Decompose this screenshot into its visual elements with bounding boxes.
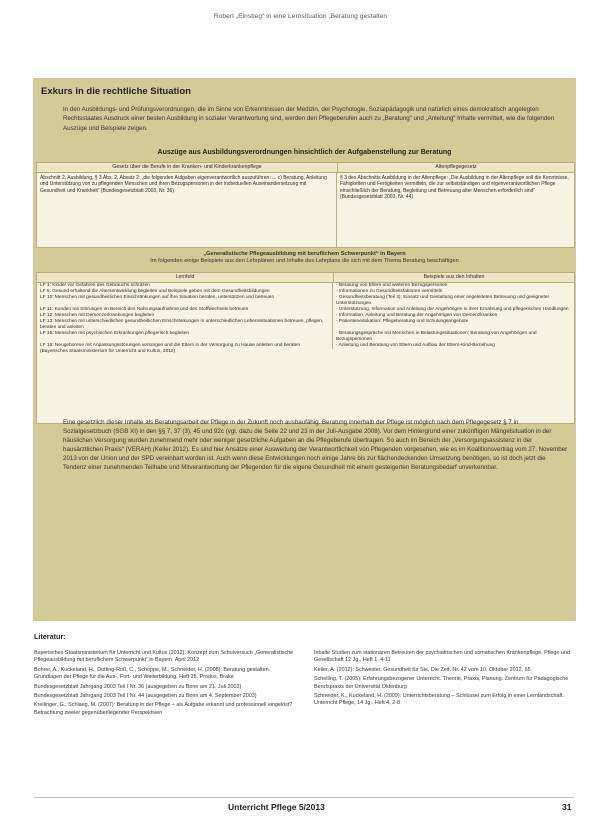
table1-title: Auszüge aus Ausbildungsverordnungen hinsichtlich der Aufgabenstellung zur Beratung <box>157 149 452 156</box>
literature-entry: Bayerisches Staatsministerium für Unterricht und Kultus (2012): Konzept zum Schulversuch „Generalistische Pflegeausbildung mit beruflichem Schwerpunkt“ in Bayern. April 2012 <box>34 650 294 664</box>
lernfeld-cell: LF 15: Menschen mit psychischen Erkrankungen pflegerisch begleiten <box>37 331 333 343</box>
table2-heading <box>33 251 576 265</box>
page-number: 31 <box>562 802 572 812</box>
inhalt-cell: · Information, Anleitung und Beratung der Angehörigen von Demenzkranken <box>336 313 498 318</box>
literature-entry: Bundesgesetzblatt Jahrgang 2003 Teil I Nr. 36 (ausgegeben zu Bonn am 21. Juli 2003) <box>34 683 242 690</box>
lernfeld-cell: LF 1: Kinder vor Gefahren des Gebrauchs schützen <box>37 283 333 289</box>
lernfeld-cell: LF 12: Menschen mit Demenzerkrankungen begleiten <box>37 313 333 319</box>
table-row <box>37 319 574 331</box>
table1-cell-right: § 3 des Abschnitts Ausbildung in der Altenpflege: „Die Ausbildung in der Altenpflege soll die Kenntnisse, Fähigkeiten und Fertigkeiten vermitteln, die zur selbstständigen und eigenverantwortlichen Pflege einschließlich der Beratung, Begleitung und Betreuung alter Menschen erforderlich sind“ (Bundesgesetzblatt 2003, Nr. 44) <box>340 175 569 201</box>
literature-entry: Schneider, K., Kuckeland, H. (2009): Unterrichtsberatung – Schlüssel zum Erfolg in einer Lernlandschaft. Unterricht Pflege, 14 Jg., Heft 4, 2-8 <box>314 693 564 707</box>
literature-right-column <box>314 650 577 710</box>
exkurs-box <box>33 78 576 621</box>
lernfeld-table <box>36 272 575 424</box>
summary-paragraph: Eine gesetzlich dieser Inhalte als Beratungsarbeit der Pflege in der Zukunft noch ausbaufähig. Beratung innerhalb der Pflege ist möglich nach dem Pflegegesetz § 7 in Sozialgesetzbuch (SGB XI) in den §§ 7, 37 (3), 45 und 92c (vgl. dazu die Seite 22 und 23 in der Juli-Ausgabe 2008). Vor dem Hintergrund einer zukünftigen Mängelsituation in der häuslichen Versorgung wurden zunehmend mehr oder weniger gesetzliche Aufgaben an die Pflegeberufe übertragen. So auch im Bereich der „Versorgungsassistenz in der hausärztlichen Praxis“ (VERAH) (Keller 2012). Es sind hier Ansätze einer Ausweitung der Verantwortlichkeit von Pflegenden vorgesehen, wie es im Koalitionsvertrag vom 27. November 2013 von der Union und der SPD vereinbart worden ist. Auch wenn diese Entwicklungen noch einige Jahre bis zur flächendeckenden Umsetzung benötigen, so ist doch jetzt die Tendenz einer zunehmenden Teilhabe und Mitverantwortung der Pflegenden für die eigene Gesundheit mit einem gesteigerten Beratungsbedarf unverkennbar. <box>63 419 568 472</box>
inhalt-cell: · Anleitung und Beratung von Eltern und Aufbau der Eltern-Kind-Beziehung <box>336 343 495 348</box>
literature-entry: Keller, A. (2012): Schwester, Gesundheit für Sie. Die Zeit, Nr. 42 vom 10. Oktober 2012, 65 <box>314 666 531 673</box>
table-row <box>37 295 574 307</box>
table2-rows <box>37 283 574 349</box>
table2-header-right: Beispiele aus den Inhalten <box>423 274 485 280</box>
table1-body <box>37 173 574 247</box>
literature-entry: Bundesgesetzblatt Jahrgang 2003 Teil I Nr. 44 (ausgegeben zu Bonn am 4. September 2003) <box>34 693 257 700</box>
lernfeld-cell: LF 11: Kunden mit Störungen im Bereich des Nahrungsaufnahme und des Stoffwechsels betreuen <box>37 307 333 313</box>
table2-heading-subtitle: Im folgenden einige Beispiele aus den Lehrplänen und Inhalte des Lehrplans die sich mit dem Thema Beratung beschäftigen <box>150 258 459 264</box>
inhalt-cell: · Beratung von Eltern und weiteren Bezugspersonen <box>336 283 448 288</box>
literature-left-column <box>34 650 297 719</box>
exkurs-title: Exkurs in die rechtliche Situation <box>41 86 191 97</box>
table2-header <box>37 273 574 283</box>
footer-rule <box>34 797 574 798</box>
inhalt-cell: · Unterstützung, Information und Anleitung der Angehörigen in ihrer Ernährung und pflegerischen Handlungen <box>336 307 569 312</box>
table1-header-left: Gesetz über die Berufe in der Kranken- und Kinderkrankenpflege <box>37 163 338 172</box>
table1-header-right: Altenpflegegesetz <box>435 164 477 170</box>
lernfeld-cell: LF 16: Neugeborene mit Anpassungsstörungen versorgen und die Eltern in der Versorgung zu Hause anleiten und beraten <box>37 343 333 349</box>
table2-header-left: Lernfeld <box>37 273 334 282</box>
lernfeld-cell: LF 13: Menschen mit unterschiedlichen gesundheitlichen Einschränkungen in unterschiedlichen Lebenssituationen betreuen, pflegen, beraten und anleiten <box>37 319 333 331</box>
table1-header <box>37 163 574 173</box>
inhalt-cell: · Beratungsgespräche mit Menschen in Belastungssituationen; Beratung von Angehörigen und Bezugspersonen <box>336 331 537 342</box>
literature-title: Literatur: <box>34 632 66 641</box>
literature-entry: Bohrer, A., Kuckeland, H., Dotting-Roß, C., Schoppe, M., Schneider, H. (2008): Beratung gestalten. Grundlagen der Pflege für die Aus-, Fort- und Weiterbildung, Heft 25. Prodos, Brake <box>34 666 271 681</box>
inhalt-cell: · Gesundheitsberatung (Teil 3); Einsatz und Gestaltung einer angeleiteten Betreuung und geeigneter Unterstützungen <box>336 295 550 306</box>
exkurs-intro: In den Ausbildungs- und Prüfungsverordnungen, die im Sinne von Erkenntnissen der Medizin, der Psychologie, Sozialpädagogik und natürlich eines demokratisch angelegten Rechtsstaates Ausdruck einer besten Ausbildung in sozialer Verantwortung sind, werden den Pflegeberufen auch zu „Beratung“ und „Anleitung“ Inhalte vermittelt, wie die folgenden Auszüge und Beispiele zeigen. <box>63 106 555 132</box>
lernfeld-cell: LF 10: Menschen mit gesundheitlichen Einschränkungen auf ihre Situation beraten, unterstützen und betreuen <box>37 295 333 307</box>
ausbildung-table <box>36 162 575 248</box>
footer-journal: Unterricht Pflege 5/2013 <box>228 802 325 812</box>
table2-heading-title: „Generalistische Pflegeausbildung mit beruflichem Schwerpunkt“ in Bayern <box>203 251 406 257</box>
running-head: Robert „Einstieg“ in eine Lernsituation „Beratung gestalten <box>213 13 388 20</box>
inhalt-cell: · Patientenedukation: Pflegeberatung und Schulungsangebote <box>336 319 469 324</box>
literature-entry: Kreilinger, G., Schlaeg, M. (2007): Beratung in der Pflege – als Aufgabe erkannt und professionell eingelöst? Betrachtung zweier gegenüberliegender Perspektiven <box>34 702 293 716</box>
inhalt-cell: · Informationen zu Gesundheitsfaktoren vermitteln <box>336 289 443 294</box>
table1-cell-left: Abschnitt 2, Ausbildung, § 3 Abs. 2, Absatz 2: „die folgenden Aufgaben eigenverantwortlich auszuführen: ... c) Beratung, Anleitung und Unterstützung von zu pflegenden Menschen und ihren Bezugspersonen in der individuellen Auseinandersetzung mit Gesundheit und Krankheit“ (Bundesgesetzblatt 2003, Nr. 36) <box>37 173 337 247</box>
lernfeld-cell: LF 5: Gesund erhaltend die Altersentwicklung begleiten und Beispiele geben mit dem Gesundheitsbildungen <box>37 289 333 295</box>
literature-entry: Inhalte Studien zum stationären Betreuten der psychiatrischen und somatischen Krankenpflege. Pflege und Gesellschaft 12 Jg., Heft 1, 4-11 <box>314 650 570 664</box>
table2-source: (Bayerisches Staatsministerium für Unterricht und Kultus, 2012) <box>40 349 176 354</box>
literature-entry: Schelling, T. (2005): Erfahrungsbezogener Unterricht. Theorie, Praxis, Planung. Zentrum für Pädagogische Berufspraxis der Universität Oldenburg <box>314 676 569 690</box>
table-row <box>37 331 574 343</box>
